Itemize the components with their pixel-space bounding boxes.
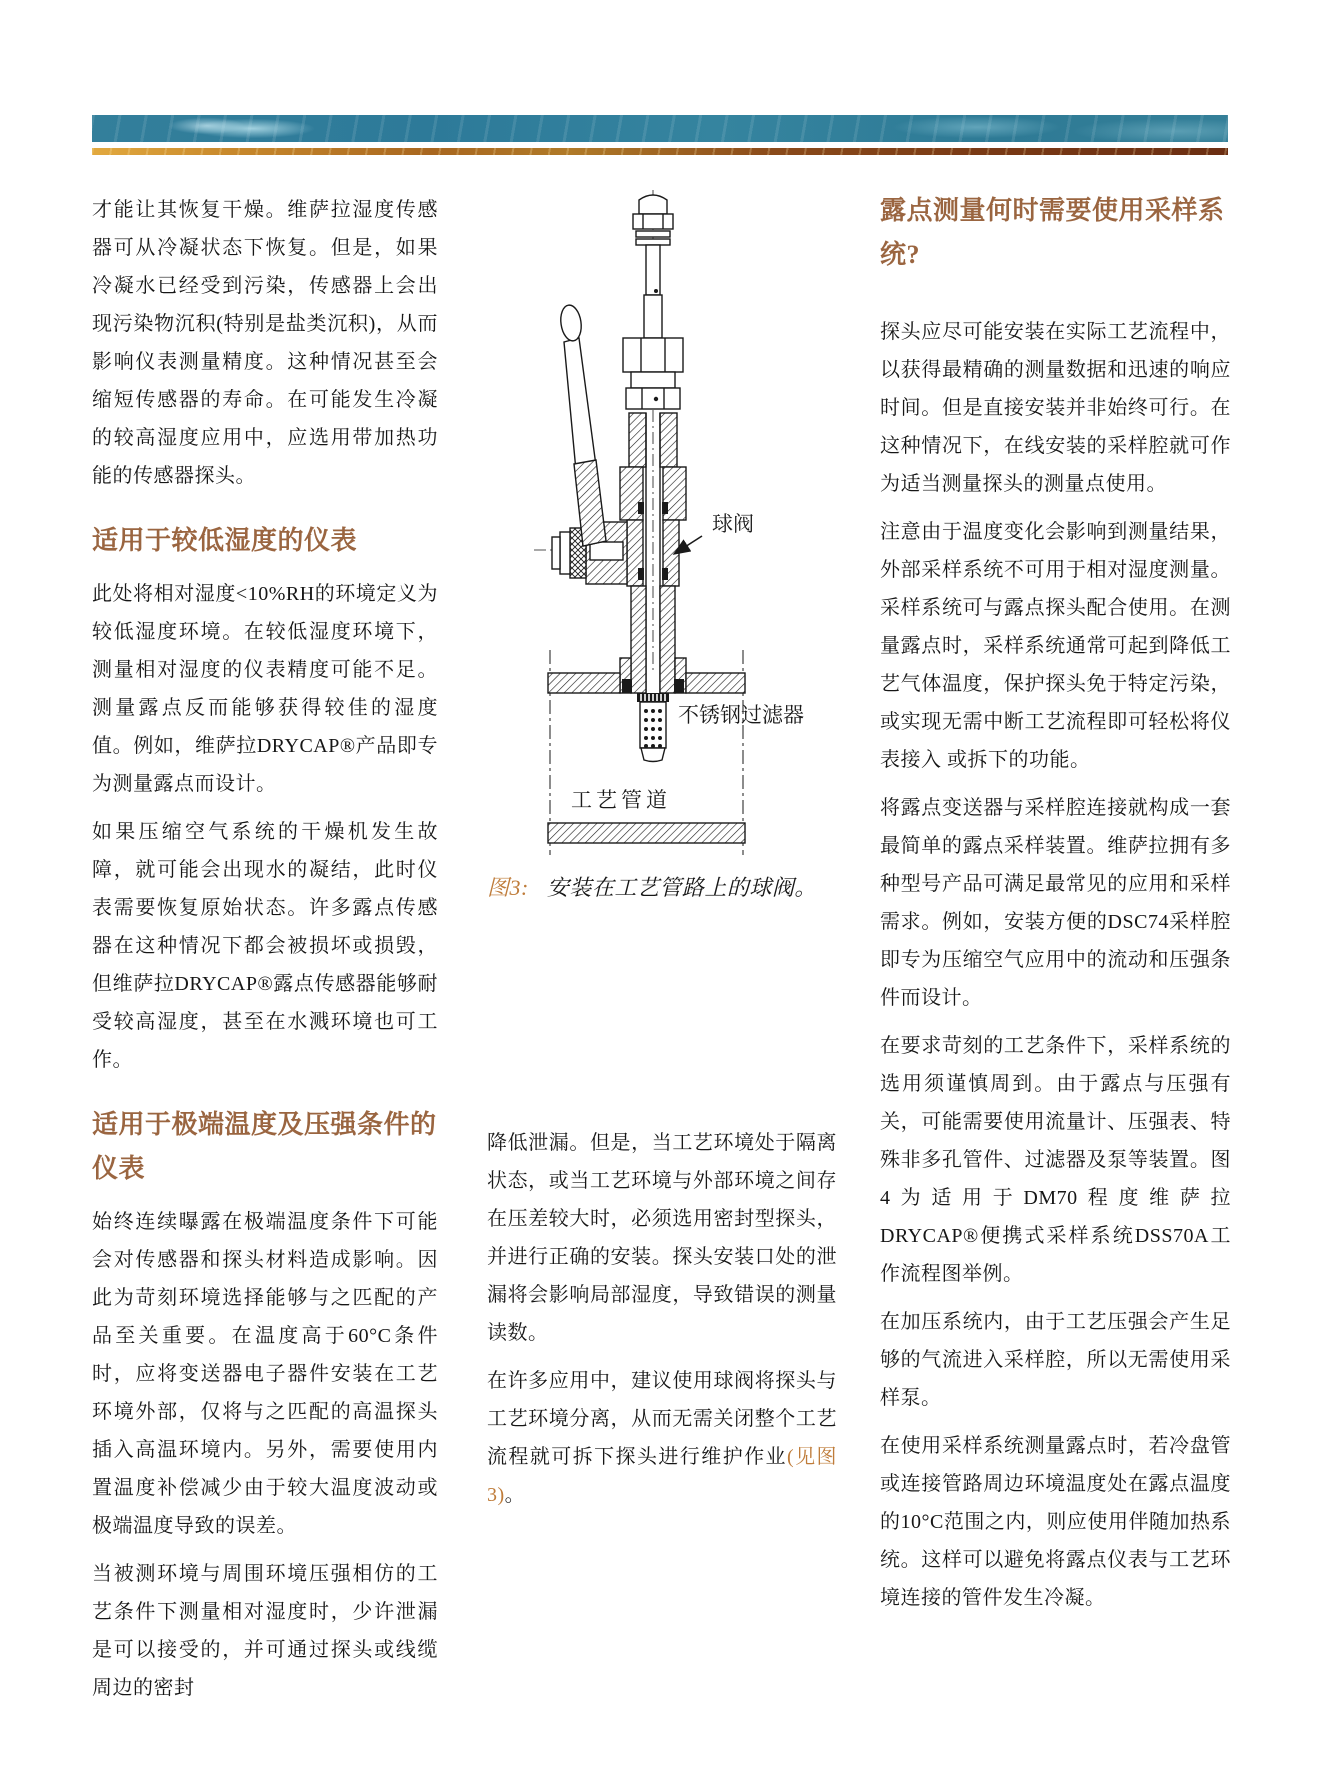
figure3-caption (487, 868, 837, 908)
figure3-caption-text: 安装在工艺管路上的球阀。 (546, 875, 817, 900)
column-right (880, 189, 1231, 1627)
paragraph-direct-installation: 探头应尽可能安装在实际工艺流程中，以获得最精确的测量数据和迅速的响应时间。但是直接安装并非始终可行。在这种情况下，在线安装的采样腔就可作为适当测量探头的测量点使用。 (880, 321, 1231, 495)
figure3-ball-valve-diagram (470, 172, 832, 862)
text-run-pre: 在许多应用中，建议使用球阀将探头与工艺环境分离，从而无需关闭整个工艺流程就可拆下探头进行维护作业 (487, 1370, 837, 1468)
text-run-post: 。 (504, 1484, 526, 1506)
paragraph-dryer-failure: 如果压缩空气系统的干燥机发生故障，就可能会出现水的凝结，此时仪表需要恢复原始状态。许多露点传感器在这种情况下都会被损坏或损毁，但维萨拉DRYCAP®露点传感器能够耐受较高湿度，甚至在水溅环境也可工作。 (92, 821, 438, 1071)
figure3-reference: (见图3) (487, 1446, 837, 1506)
paragraph-leakage: 降低泄漏。但是，当工艺环境处于隔离状态，或当工艺环境与外部环境之间存在压差较大时，必须选用密封型探头，并进行正确的安装。探头安装口处的泄漏将会影响局部湿度，导致错误的测量读数。 (487, 1132, 837, 1344)
diagram-label-ball-valve: 球阀 (712, 512, 754, 536)
paragraph-ambient-pressure: 当被测环境与周围环境压强相仿的工艺条件下测量相对湿度时，少许泄漏是可以接受的，并可通过探头或线缆周边的密封 (92, 1563, 438, 1699)
heading-extreme-conditions: 适用于极端温度及压强条件的仪表 (92, 1110, 437, 1183)
paragraph-demanding-conditions: 在要求苛刻的工艺条件下，采样系统的选用须谨慎周到。由于露点与压强有关，可能需要使用流量计、压强表、特殊非多孔管件、过滤器及泵等装置。图4为适用于DM70程度维萨拉 DRYCAP®便携式采样系统DSS70A工作流程图举例。 (880, 1035, 1231, 1285)
paragraph-condensation-recovery: 才能让其恢复干燥。维萨拉湿度传感器可从冷凝状态下恢复。但是，如果冷凝水已经受到污染，传感器上会出现污染物沉积(特别是盐类沉积)，从而影响仪表测量精度。这种情况甚至会缩短传感器的寿命。在可能发生冷凝的较高湿度应用中，应选用带加热功能的传感器探头。 (92, 199, 438, 487)
paragraph-extreme-temperature: 始终连续曝露在极端温度条件下可能会对传感器和探头材料造成影响。因此为苛刻环境选择能够与之匹配的产品至关重要。在温度高于60°C条件时，应将变送器电子器件安装在工艺环境外部，仅将与之匹配的高温探头插入高温环境内。另外，需要使用内置温度补偿减少由于较大温度波动或极端温度导致的误差。 (92, 1211, 438, 1537)
paragraph-low-humidity-definition: 此处将相对湿度<10%RH的环境定义为较低湿度环境。在较低湿度环境下，测量相对湿度的仪表精度可能不足。测量露点反而能够获得较佳的湿度值。例如，维萨拉DRYCAP®产品即专为测量露点而设计。 (92, 583, 438, 795)
diagram-label-pipe: 工艺管道 (571, 788, 671, 812)
diagram-label-filter: 不锈钢过滤器 (678, 703, 804, 727)
column-middle (487, 1124, 837, 1524)
paragraph-pressurized-systems: 在加压系统内，由于工艺压强会产生足够的气流进入采样腔，所以无需使用采样泵。 (880, 1311, 1231, 1409)
figure3-caption-label: 图3: (487, 875, 529, 900)
column-left (92, 191, 438, 1717)
heading-sampling-system: 露点测量何时需要使用采样系统? (880, 196, 1225, 269)
paragraph-heat-tracing: 在使用采样系统测量露点时，若冷盘管或连接管路周边环境温度处在露点温度的10°C范围之内，则应使用伴随加热系统。这样可以避免将露点仪表与工艺环境连接的管件发生冷凝。 (880, 1435, 1231, 1609)
heading-low-humidity: 适用于较低湿度的仪表 (92, 526, 358, 555)
paragraph-ball-valve-recommendation (487, 1362, 837, 1514)
header-accent-stripe (92, 148, 1228, 155)
paragraph-dsc74-sampling-cell: 将露点变送器与采样腔连接就构成一套最简单的露点采样装置。维萨拉拥有多种型号产品可满足最常见的应用和采样需求。例如，安装方便的DSC74采样腔即专为压缩空气应用中的流动和压强条件而设计。 (880, 797, 1231, 1009)
paragraph-temperature-effect: 注意由于温度变化会影响到测量结果，外部采样系统不可用于相对湿度测量。采样系统可与露点探头配合使用。在测量露点时，采样系统通常可起到降低工艺气体温度，保护探头免于特定污染，或实现无需中断工艺流程即可轻松将仪表接入 或拆下的功能。 (880, 521, 1231, 771)
header-decorative-band (92, 115, 1228, 142)
